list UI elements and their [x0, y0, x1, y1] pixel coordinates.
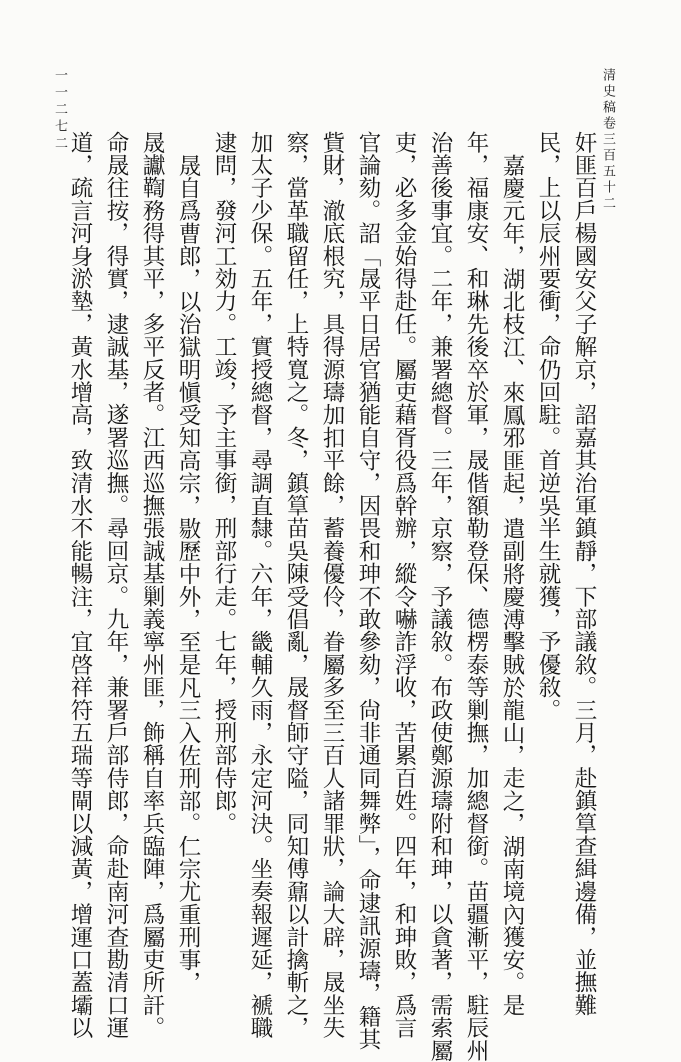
page-number: 一一二七二 — [52, 68, 67, 153]
book-title: 清史稿卷三百五十二 — [600, 68, 615, 212]
text-column: 逮問，發河工効力。工竣，予主事銜，刑部行走。七年，授刑部侍郎。 — [211, 131, 237, 835]
text-column: 官論劾。詔「晟平日居官猶能自守，因畏和珅不敢參劾，尙非通同舞弊」，命逮訊源璹，籍其 — [355, 131, 381, 1051]
text-column: 晟自爲曹郎，以治獄明愼受知高宗，敭歷中外，至是凡三入佐刑部。仁宗尤重刑事， — [175, 154, 201, 994]
text-column: 治善後事宜。二年，兼署總督。三年，京察，予議敘。布政使鄭源璹附和珅，以貪著，需索屬 — [427, 131, 453, 1062]
text-column: 貲財，澈底根究，具得源璹加扣平餘，蓄養優伶，眷屬多至三百人諸罪狀，論大辟，晟坐失 — [319, 131, 345, 1039]
text-column: 加太子少保。五年，實授總督，尋調直隸。六年，畿輔久雨，永定河決。坐奏報遲延，褫職 — [247, 131, 273, 1039]
text-column: 吏，必多金始得赴任。屬吏藉胥役爲幹辦，縱令嚇詐浮收，苦累百姓。四年，和珅敗，爲言 — [391, 131, 417, 1039]
text-column: 民，上以辰州要衝，命仍回駐。首逆吳半生就獲，予優敘。 — [535, 131, 561, 722]
text-column: 命晟往按，得實，逮誠基，遂署巡撫。尋回京。九年，兼署戶部侍郎，命赴南河查勘清口運 — [103, 131, 129, 1039]
text-column: 道，疏言河身淤墊，黃水增高，致清水不能暢注，宜啓祥符五瑞等閘以減黃，增運口蓋壩以 — [67, 131, 93, 1039]
text-column: 晟讞鞫務得其平，多平反者。江西巡撫張誠基剿義寧州匪，飾稱自率兵臨陣，爲屬吏所訐。 — [139, 131, 165, 1039]
text-column: 嘉慶元年，湖北枝江、來鳳邪匪起，遣副將慶溥擊賊於龍山，走之，湖南境內獲安。是 — [499, 154, 525, 1017]
text-column: 察，當革職留任，上特寬之。冬，鎮筸苗吳陳受倡亂，晟督師守隘，同知傅鼐以計擒斬之， — [283, 131, 309, 1039]
text-column: 奸匪百戶楊國安父子解京，詔嘉其治軍鎮靜，下部議敘。三月，赴鎮筸查緝邊備，並撫難 — [571, 131, 597, 1017]
text-column: 年，福康安、和琳先後卒於軍，晟偕額勒登保、德楞泰等剿撫，加總督銜。苗疆漸平，駐辰州 — [463, 131, 489, 1062]
